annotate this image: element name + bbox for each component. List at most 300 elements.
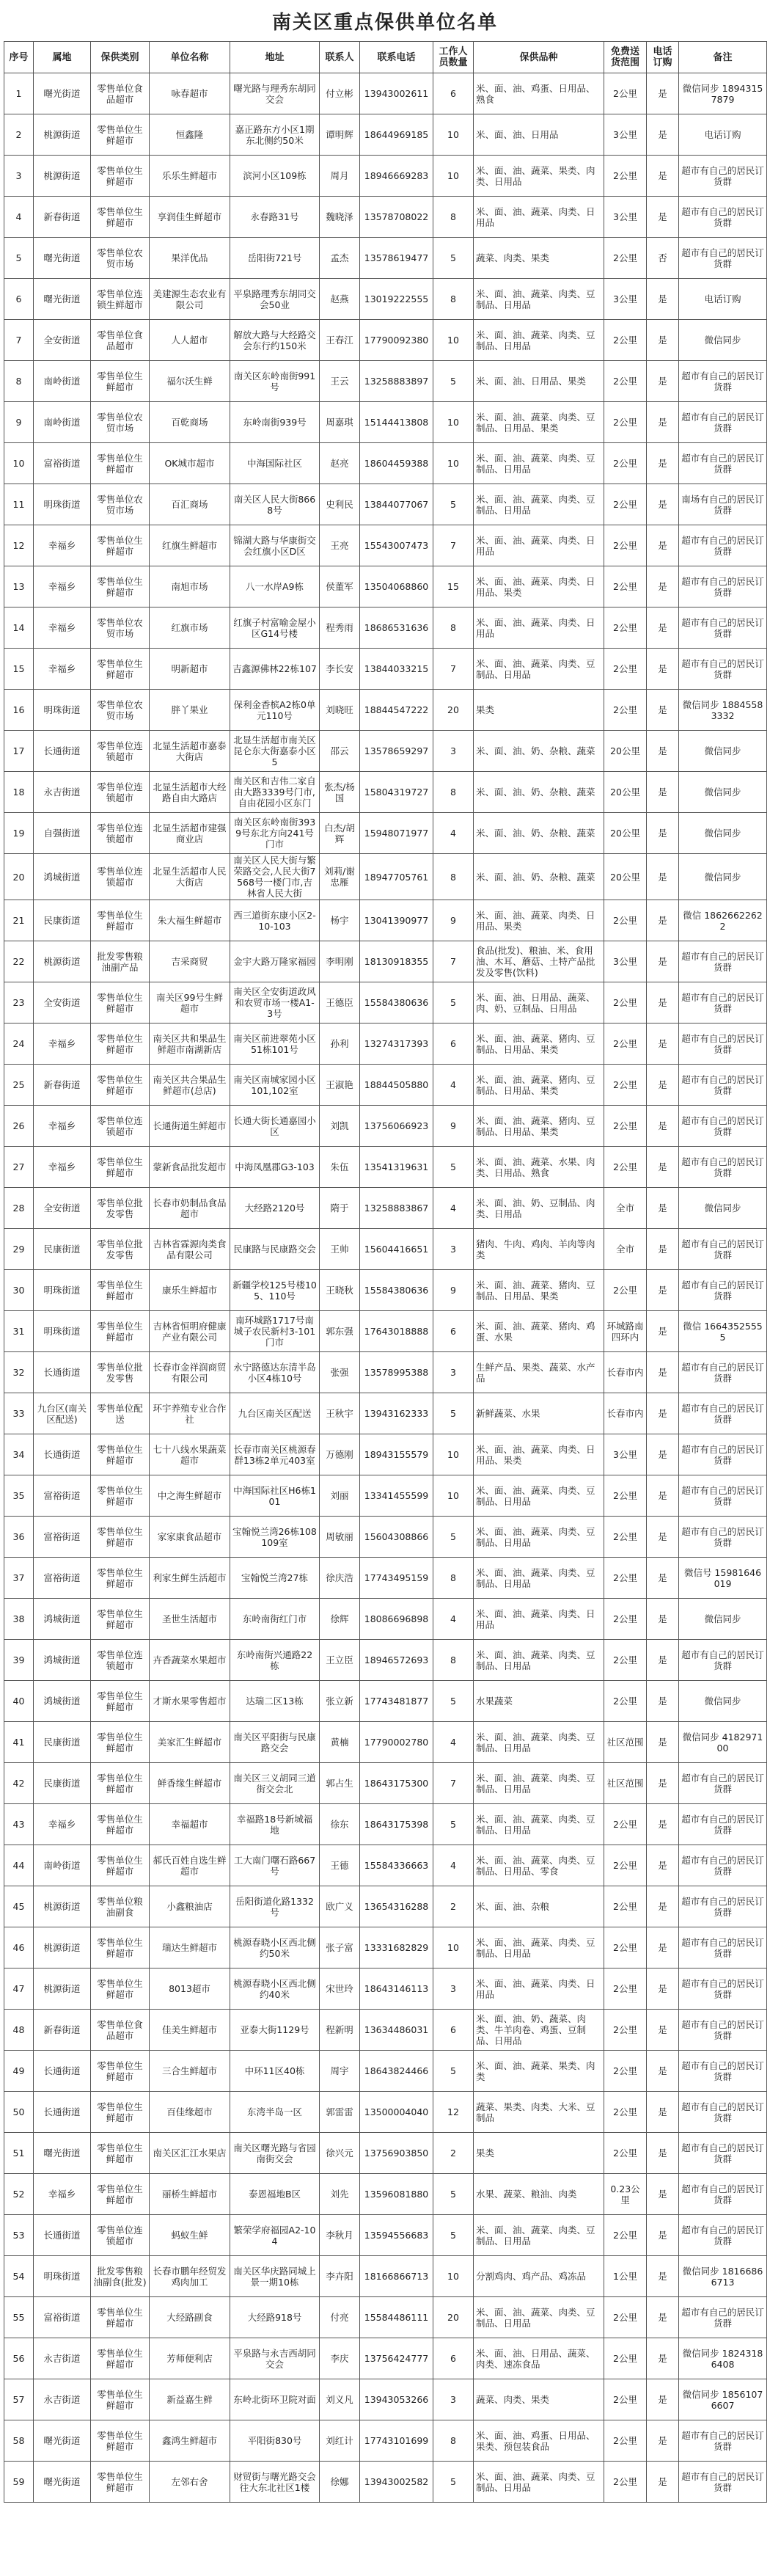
table-cell: 微信同步 418297100 xyxy=(679,1722,767,1763)
table-cell: 超市有自己的居民订货群 xyxy=(679,649,767,690)
table-cell: 零售单位批发零售 xyxy=(91,1188,150,1229)
table-cell: 18086696898 xyxy=(360,1599,433,1640)
table-cell: 米、面、油、奶、蔬菜、肉类、牛羊肉卷、鸡蛋、豆制品、日用品 xyxy=(474,2010,604,2051)
table-row xyxy=(4,320,767,361)
table-cell: 南关区华庆路同城上景一期10栋 xyxy=(230,2256,320,2297)
table-cell: 18 xyxy=(4,772,34,813)
header-cell: 保供品种 xyxy=(474,42,604,73)
table-row xyxy=(4,1681,767,1722)
table-cell: 长春市鹏年经贸发鸡肉加工 xyxy=(150,2256,230,2297)
table-cell: 13844033215 xyxy=(360,649,433,690)
table-cell: 5 xyxy=(433,1147,474,1188)
table-cell: 10 xyxy=(4,443,34,484)
table-cell: 米、面、油、蔬菜、肉类、日用品 xyxy=(474,1969,604,2010)
table-cell: 零售单位生鲜超市 xyxy=(91,1927,150,1969)
table-cell: 南关区平阳街与民康路交会 xyxy=(230,1722,320,1763)
table-cell: 米、面、油、蔬菜、肉类、日用品 xyxy=(474,197,604,238)
table-cell: 零售单位农贸市场 xyxy=(91,238,150,279)
table-cell: 29 xyxy=(4,1229,34,1270)
table-cell: 26 xyxy=(4,1106,34,1147)
table-cell: 零售单位连锁超市 xyxy=(91,813,150,854)
table-cell: 33 xyxy=(4,1393,34,1434)
table-cell: 2公里 xyxy=(604,2420,647,2462)
table-cell: 幸福乡 xyxy=(34,1106,91,1147)
table-cell: 是 xyxy=(647,854,679,900)
table-cell: 8 xyxy=(433,197,474,238)
table-cell: 2公里 xyxy=(604,443,647,484)
table-cell: 是 xyxy=(647,1681,679,1722)
table-cell: 2公里 xyxy=(604,1147,647,1188)
table-cell: 平阳街830号 xyxy=(230,2420,320,2462)
table-cell: 南关区共合果品生鲜超市(总店) xyxy=(150,1065,230,1106)
table-cell: 2公里 xyxy=(604,1969,647,2010)
table-row xyxy=(4,238,767,279)
table-cell: 17743495159 xyxy=(360,1558,433,1599)
table-cell: 美家汇生鲜超市 xyxy=(150,1722,230,1763)
table-cell: 2公里 xyxy=(604,402,647,443)
table-cell: 20 xyxy=(433,2297,474,2338)
table-row xyxy=(4,1434,767,1475)
table-cell: 是 xyxy=(647,690,679,731)
table-cell: 米、面、油、蔬菜、肉类、豆制品、日用品 xyxy=(474,1927,604,1969)
table-cell: 王晓秋 xyxy=(320,1270,360,1311)
table-cell: 10 xyxy=(433,443,474,484)
table-cell: 是 xyxy=(647,2379,679,2420)
table-cell: 15584380636 xyxy=(360,1270,433,1311)
table-cell: 米、面、油、日用品、果类 xyxy=(474,361,604,402)
table-cell: 20公里 xyxy=(604,854,647,900)
table-cell: 1 xyxy=(4,73,34,114)
table-cell: 李卉阳 xyxy=(320,2256,360,2297)
table-cell: 郝氏百姓自选生鲜超市 xyxy=(150,1845,230,1886)
table-cell: 长春市南关区桃源春群13栋2单元403室 xyxy=(230,1434,320,1475)
table-cell: 米、面、油、蔬菜、肉类、豆制品、日用品 xyxy=(474,443,604,484)
table-cell: 13041390977 xyxy=(360,900,433,941)
table-cell: 15 xyxy=(4,649,34,690)
table-cell: 11 xyxy=(4,484,34,525)
table-row xyxy=(4,1969,767,2010)
table-cell: 南场有自己的居民订货群 xyxy=(679,484,767,525)
table-cell: 米、面、油、蔬菜、肉类、日用品、果类 xyxy=(474,566,604,607)
table-row xyxy=(4,1393,767,1434)
table-cell: 保利金香槟A2栋0单元110号 xyxy=(230,690,320,731)
table-cell: 19 xyxy=(4,813,34,854)
table-cell: 分割鸡肉、鸡产品、鸡冻品 xyxy=(474,2256,604,2297)
table-cell: 米、面、油、奶、杂粮、蔬菜 xyxy=(474,731,604,772)
table-cell: 13943002582 xyxy=(360,2462,433,2503)
table-cell: 三合生鲜超市 xyxy=(150,2051,230,2092)
table-cell: 幸福乡 xyxy=(34,2174,91,2215)
table-cell: 东岭南街红门市 xyxy=(230,1599,320,1640)
table-cell: 15 xyxy=(433,566,474,607)
table-cell: 食品(批发)、粮油、米、食用油、木耳、蘑菇、土特产品批发及零售(饮料) xyxy=(474,941,604,982)
table-cell: 13943002611 xyxy=(360,73,433,114)
table-cell: 家家康食品超市 xyxy=(150,1517,230,1558)
header-cell: 联系人 xyxy=(320,42,360,73)
table-cell: 微信同步 xyxy=(679,772,767,813)
table-cell: 56 xyxy=(4,2338,34,2379)
table-row xyxy=(4,2010,767,2051)
table-cell: 是 xyxy=(647,1188,679,1229)
table-cell: 超市有自己的居民订货群 xyxy=(679,982,767,1024)
table-cell: 米、面、油、蔬菜、肉类、豆制品、日用品 xyxy=(474,2462,604,2503)
table-cell: 明新超市 xyxy=(150,649,230,690)
table-cell: 长通大街长通嘉园小区 xyxy=(230,1106,320,1147)
table-cell: 52 xyxy=(4,2174,34,2215)
table-cell: 2公里 xyxy=(604,2133,647,2174)
table-cell: 南关区东岭南街3939号东北方向241号门市 xyxy=(230,813,320,854)
table-cell: 是 xyxy=(647,1599,679,1640)
table-cell: 桃源春晓小区西北侧约40米 xyxy=(230,1969,320,2010)
table-cell: 超市有自己的居民订货群 xyxy=(679,1352,767,1393)
table-cell: 4 xyxy=(433,1845,474,1886)
table-cell: 长春市内 xyxy=(604,1393,647,1434)
table-cell: 零售单位农贸市场 xyxy=(91,607,150,649)
table-cell: 曙光街道 xyxy=(34,238,91,279)
table-cell: 2公里 xyxy=(604,2092,647,2133)
table-cell: 零售单位批发零售 xyxy=(91,1352,150,1393)
table-row xyxy=(4,1640,767,1681)
table-cell: 超市有自己的居民订货群 xyxy=(679,2174,767,2215)
table-cell: 2公里 xyxy=(604,649,647,690)
table-cell: 5 xyxy=(433,1681,474,1722)
table-cell: 37 xyxy=(4,1558,34,1599)
table-cell: 零售单位批发零售 xyxy=(91,1229,150,1270)
table-cell: 超市有自己的居民订货群 xyxy=(679,1434,767,1475)
table-cell: 北显生活超市大经路自由大路店 xyxy=(150,772,230,813)
table-cell: 42 xyxy=(4,1763,34,1804)
table-cell: 乐乐生鲜超市 xyxy=(150,156,230,197)
table-cell: 卉香蔬菜水果超市 xyxy=(150,1640,230,1681)
table-cell: 是 xyxy=(647,1434,679,1475)
table-cell: 幸福乡 xyxy=(34,1147,91,1188)
table-cell: 民康路与民康路交会 xyxy=(230,1229,320,1270)
table-cell: 南岭街道 xyxy=(34,402,91,443)
table-cell: 3 xyxy=(4,156,34,197)
table-cell: 零售单位生鲜超市 xyxy=(91,525,150,566)
table-row xyxy=(4,607,767,649)
table-cell: 10 xyxy=(433,1434,474,1475)
table-cell: 零售单位生鲜超市 xyxy=(91,197,150,238)
table-cell: 2公里 xyxy=(604,2297,647,2338)
table-row xyxy=(4,279,767,320)
table-cell: 5 xyxy=(433,238,474,279)
table-cell: 2 xyxy=(433,1886,474,1927)
table-cell: 18946669283 xyxy=(360,156,433,197)
table-cell: 超市有自己的居民订货群 xyxy=(679,1147,767,1188)
table-row xyxy=(4,1188,767,1229)
table-cell: 微信号 15981646019 xyxy=(679,1558,767,1599)
table-row xyxy=(4,1599,767,1640)
table-cell: 6 xyxy=(433,2010,474,2051)
table-cell: 民康街道 xyxy=(34,900,91,941)
table-cell: 黄楠 xyxy=(320,1722,360,1763)
table-cell: 3公里 xyxy=(604,279,647,320)
table-cell: 50 xyxy=(4,2092,34,2133)
table-cell: 零售单位生鲜超市 xyxy=(91,114,150,156)
table-cell: 13578659297 xyxy=(360,731,433,772)
table-cell: 欧广义 xyxy=(320,1886,360,1927)
table-cell: 是 xyxy=(647,1804,679,1845)
table-cell: 零售单位生鲜超市 xyxy=(91,2338,150,2379)
table-cell: 3公里 xyxy=(604,941,647,982)
table-cell: 全安街道 xyxy=(34,320,91,361)
table-cell: 米、面、油、蔬菜、肉类、豆制品、日用品 xyxy=(474,1804,604,1845)
table-cell: 米、面、油、日用品、蔬菜、肉类、速冻食品 xyxy=(474,2338,604,2379)
table-cell: 微信同步 18943157879 xyxy=(679,73,767,114)
table-cell: 长通街道 xyxy=(34,1434,91,1475)
table-cell: 付立彬 xyxy=(320,73,360,114)
table-cell: 31 xyxy=(4,1311,34,1352)
table-row xyxy=(4,649,767,690)
table-cell: 15144413808 xyxy=(360,402,433,443)
table-cell: 八一水岸A9栋 xyxy=(230,566,320,607)
table-cell: 51 xyxy=(4,2133,34,2174)
table-cell: 49 xyxy=(4,2051,34,2092)
table-cell: 米、面、油、日用品、蔬菜、肉、奶、豆制品、日用品 xyxy=(474,982,604,1024)
table-cell: 超市有自己的居民订货群 xyxy=(679,525,767,566)
table-cell: 13594556683 xyxy=(360,2215,433,2256)
table-cell: 红旗子村富喻金屋小区G14号楼 xyxy=(230,607,320,649)
table-cell: 2公里 xyxy=(604,2051,647,2092)
table-cell: 新鲜蔬菜、水果 xyxy=(474,1393,604,1434)
table-cell: 全安街道 xyxy=(34,1188,91,1229)
table-cell: 32 xyxy=(4,1352,34,1393)
table-cell: 王德臣 xyxy=(320,982,360,1024)
table-cell: 15543007473 xyxy=(360,525,433,566)
table-cell: 微信 18626622622 xyxy=(679,900,767,941)
table-cell: 超市有自己的居民订货群 xyxy=(679,238,767,279)
table-cell: 红旗生鲜超市 xyxy=(150,525,230,566)
table-cell: 宝翰悦兰湾26栋108 109室 xyxy=(230,1517,320,1558)
table-row xyxy=(4,2256,767,2297)
table-cell: 2公里 xyxy=(604,1927,647,1969)
table-cell: 3公里 xyxy=(604,197,647,238)
table-cell: 13756424777 xyxy=(360,2338,433,2379)
page-title: 南关区重点保供单位名单 xyxy=(271,11,498,34)
table-cell: 零售单位生鲜超市 xyxy=(91,900,150,941)
table-cell: 是 xyxy=(647,1969,679,2010)
table-cell: 南关区曙光路与省园南街交会 xyxy=(230,2133,320,2174)
table-cell: 米、面、油、蔬菜、猪肉、豆制品、日用品、果类 xyxy=(474,1106,604,1147)
table-cell: 2公里 xyxy=(604,2215,647,2256)
table-cell: 是 xyxy=(647,1517,679,1558)
table-cell: 鸿城街道 xyxy=(34,1681,91,1722)
table-cell: 2公里 xyxy=(604,1065,647,1106)
table-cell: 米、面、油、蔬菜、猪肉、豆制品、日用品、果类 xyxy=(474,1270,604,1311)
table-cell: 米、面、油、蔬菜、肉类、日用品 xyxy=(474,1599,604,1640)
table-cell: 平泉路与永吉西胡同交会 xyxy=(230,2338,320,2379)
table-row xyxy=(4,197,767,238)
table-cell: 58 xyxy=(4,2420,34,2462)
table-cell: 超市有自己的居民订货群 xyxy=(679,1804,767,1845)
table-cell: 18943155579 xyxy=(360,1434,433,1475)
table-cell: 是 xyxy=(647,2133,679,2174)
table-cell: 是 xyxy=(647,2215,679,2256)
table-cell: 10 xyxy=(433,156,474,197)
table-cell: 刘丽 xyxy=(320,1475,360,1517)
table-cell: 东岭南街939号 xyxy=(230,402,320,443)
table-cell: 长通街道 xyxy=(34,1352,91,1393)
table-cell: 2公里 xyxy=(604,73,647,114)
table-cell: 是 xyxy=(647,156,679,197)
table-cell: 曙光路与理秀东胡同交会 xyxy=(230,73,320,114)
table-cell: 徐兴元 xyxy=(320,2133,360,2174)
table-cell: 米、面、油、蔬菜、猪肉、豆制品、日用品、果类 xyxy=(474,1024,604,1065)
table-cell: 平泉路理秀东胡同交会50业 xyxy=(230,279,320,320)
table-cell: 曙光街道 xyxy=(34,73,91,114)
table-cell: 米、面、油、蔬菜、肉类、豆制品、日用品 xyxy=(474,1558,604,1599)
table-cell: 2公里 xyxy=(604,1558,647,1599)
table-cell: 是 xyxy=(647,1558,679,1599)
table-cell: 微信同步 xyxy=(679,854,767,900)
table-cell: 是 xyxy=(647,1845,679,1886)
table-row xyxy=(4,1106,767,1147)
table-cell: 民康街道 xyxy=(34,1763,91,1804)
header-cell: 单位名称 xyxy=(150,42,230,73)
table-cell: 零售单位生鲜超市 xyxy=(91,2174,150,2215)
table-cell: 是 xyxy=(647,813,679,854)
table-cell: 34 xyxy=(4,1434,34,1475)
table-cell: 百乾商场 xyxy=(150,402,230,443)
table-cell: 零售单位生鲜超市 xyxy=(91,2379,150,2420)
table-cell: 王春江 xyxy=(320,320,360,361)
table-cell: 九台区南关区配送 xyxy=(230,1393,320,1434)
table-cell: 小鑫粮油店 xyxy=(150,1886,230,1927)
table-cell: 零售单位连锁超市 xyxy=(91,1106,150,1147)
table-cell: 54 xyxy=(4,2256,34,2297)
table-row xyxy=(4,2420,767,2462)
table-cell: 2公里 xyxy=(604,1475,647,1517)
table-cell: 财贸街与曙光路交会往大东北社区1楼 xyxy=(230,2462,320,2503)
table-cell: 北显生活超市人民大街店 xyxy=(150,854,230,900)
table-cell: 24 xyxy=(4,1024,34,1065)
table-cell: 刘红计 xyxy=(320,2420,360,2462)
table-cell: 2公里 xyxy=(604,1599,647,1640)
table-cell: 零售单位生鲜超市 xyxy=(91,982,150,1024)
table-cell: 宝翰悦兰湾27栋 xyxy=(230,1558,320,1599)
table-cell: 13258883867 xyxy=(360,1188,433,1229)
table-cell: 大经路918号 xyxy=(230,2297,320,2338)
table-cell: 九台区(南关区配送) xyxy=(34,1393,91,1434)
table-cell: 新益嘉生鲜 xyxy=(150,2379,230,2420)
table-cell: 桃源街道 xyxy=(34,1969,91,2010)
table-cell: 是 xyxy=(647,1352,679,1393)
table-cell: 5 xyxy=(433,982,474,1024)
table-cell: 超市有自己的居民订货群 xyxy=(679,1969,767,2010)
table-cell: 张杰/杨国 xyxy=(320,772,360,813)
table-cell: 电话订购 xyxy=(679,279,767,320)
table-cell: 3公里 xyxy=(604,114,647,156)
table-cell: 永宁路德达东清半岛小区4栋10号 xyxy=(230,1352,320,1393)
table-cell: 是 xyxy=(647,402,679,443)
table-cell: 13541319631 xyxy=(360,1147,433,1188)
table-row xyxy=(4,1845,767,1886)
table-cell: 孙利 xyxy=(320,1024,360,1065)
table-cell: 是 xyxy=(647,941,679,982)
table-cell: 8 xyxy=(433,1558,474,1599)
table-cell: 徐东 xyxy=(320,1804,360,1845)
table-cell: 米、面、油、蔬菜、肉类、豆制品、日用品 xyxy=(474,484,604,525)
table-cell: 郭东强 xyxy=(320,1311,360,1352)
table-cell: 2公里 xyxy=(604,900,647,941)
table-cell: 桃源街道 xyxy=(34,156,91,197)
table-cell: 中之海生鲜超市 xyxy=(150,1475,230,1517)
table-cell: 美建源生态农业有限公司 xyxy=(150,279,230,320)
table-cell: 繁荣学府福园A2-104 xyxy=(230,2215,320,2256)
table-cell: 7 xyxy=(433,649,474,690)
table-cell: 20 xyxy=(433,690,474,731)
table-cell: 10 xyxy=(433,402,474,443)
table-cell: 5 xyxy=(433,1804,474,1845)
table-cell: 滨河小区109栋 xyxy=(230,156,320,197)
table-cell: 锦湖大路与华康街交会红旗小区D区 xyxy=(230,525,320,566)
table-cell: 18643175300 xyxy=(360,1763,433,1804)
table-cell: 零售单位生鲜超市 xyxy=(91,2420,150,2462)
table-cell: 赵亮 xyxy=(320,443,360,484)
table-cell: 超市有自己的居民订货群 xyxy=(679,1270,767,1311)
table-cell: 是 xyxy=(647,1311,679,1352)
table-cell: 2公里 xyxy=(604,2462,647,2503)
table-cell: 长通街道 xyxy=(34,2092,91,2133)
table-cell: 5 xyxy=(433,2215,474,2256)
table-cell: 15804319727 xyxy=(360,772,433,813)
table-cell: 长春市奶制品食品超市 xyxy=(150,1188,230,1229)
table-cell: 零售单位连锁生鲜超市 xyxy=(91,279,150,320)
table-cell: 南关区南城家园小区101,102室 xyxy=(230,1065,320,1106)
table-cell: 21 xyxy=(4,900,34,941)
table-cell: 零售单位生鲜超市 xyxy=(91,2051,150,2092)
table-row xyxy=(4,566,767,607)
table-cell: 米、面、油、鸡蛋、日用品、果类、预包装食品 xyxy=(474,2420,604,2462)
table-cell: 米、面、油、蔬菜、肉类、豆制品、日用品 xyxy=(474,1640,604,1681)
table-cell: 38 xyxy=(4,1599,34,1640)
table-cell: 果类 xyxy=(474,2133,604,2174)
table-cell: 是 xyxy=(647,2256,679,2297)
table-cell: 曙光街道 xyxy=(34,2420,91,2462)
table-cell: 2公里 xyxy=(604,1270,647,1311)
table-cell: OK城市超市 xyxy=(150,443,230,484)
table-cell: 17790092380 xyxy=(360,320,433,361)
table-row xyxy=(4,2338,767,2379)
table-cell: 2公里 xyxy=(604,2338,647,2379)
table-cell: 南关区共和果品生鲜超市南湖新店 xyxy=(150,1024,230,1065)
table-cell: 付亮 xyxy=(320,2297,360,2338)
table-cell: 米、面、油、日用品 xyxy=(474,114,604,156)
table-cell: 长通街道 xyxy=(34,2051,91,2092)
table-cell: 2公里 xyxy=(604,982,647,1024)
table-cell: 万德刚 xyxy=(320,1434,360,1475)
table-row xyxy=(4,443,767,484)
table-cell: 超市有自己的居民订货群 xyxy=(679,197,767,238)
table-row xyxy=(4,156,767,197)
table-cell: 享润佳生鲜超市 xyxy=(150,197,230,238)
table-cell: 18166866713 xyxy=(360,2256,433,2297)
table-row xyxy=(4,1886,767,1927)
table-cell: 南旭市场 xyxy=(150,566,230,607)
table-cell: 明珠街道 xyxy=(34,484,91,525)
table-cell: 10 xyxy=(433,1927,474,1969)
table-cell: 富裕街道 xyxy=(34,1558,91,1599)
table-cell: 13578708022 xyxy=(360,197,433,238)
table-cell: 幸福路18号新城福地 xyxy=(230,1804,320,1845)
table-cell: 超市有自己的居民订货群 xyxy=(679,1229,767,1270)
table-cell: 王立臣 xyxy=(320,1640,360,1681)
table-cell: 刘莉/谢忠雁 xyxy=(320,854,360,900)
table-cell: 自强街道 xyxy=(34,813,91,854)
table-cell: 35 xyxy=(4,1475,34,1517)
table-row xyxy=(4,1229,767,1270)
